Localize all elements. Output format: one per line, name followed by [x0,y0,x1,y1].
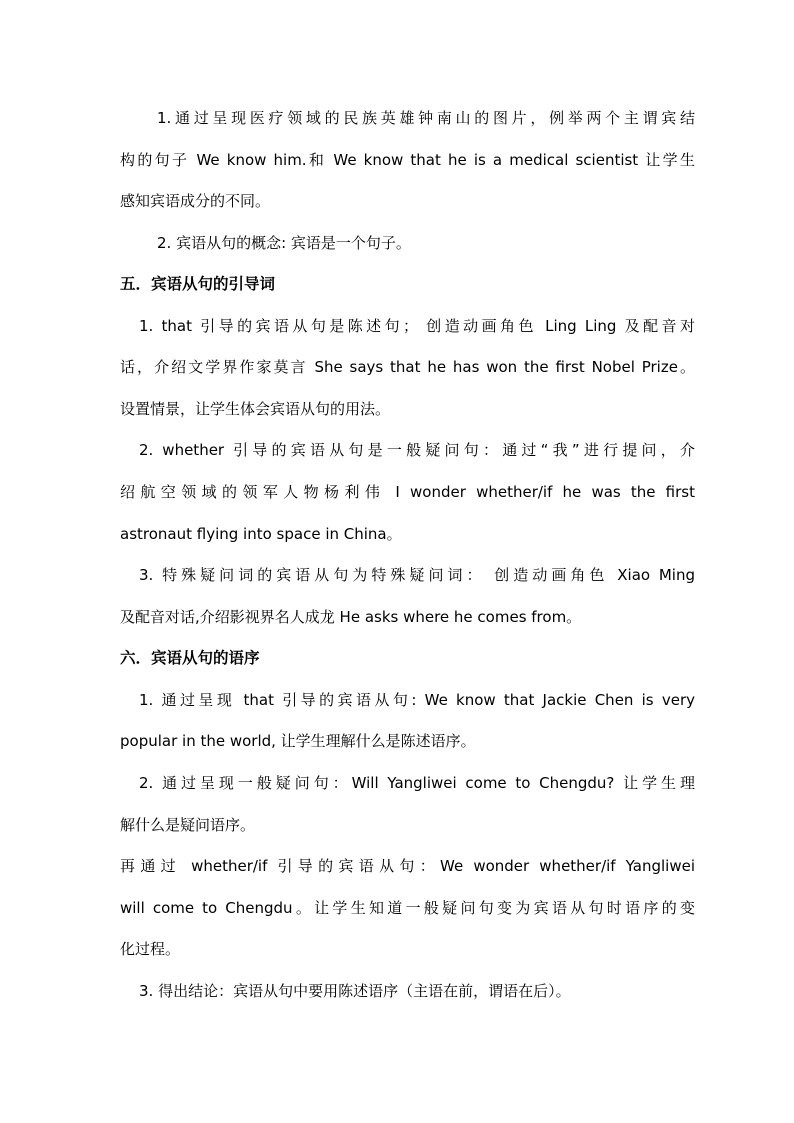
paragraph-line: 2. 通过呈现一般疑问句：Will Yangliwei come to Chengdu? 让学生理 [139,774,695,792]
section-heading-six: 六．宾语从句的语序 [120,649,260,667]
paragraph-line: will come to Chengdu。让学生知道一般疑问句变为宾语从句时语序的变 [120,899,695,917]
section-heading-five: 五．宾语从句的引导词 [120,275,276,293]
paragraph-line: 1.通过呈现医疗领域的民族英雄钟南山的图片，例举两个主谓宾结 [157,109,695,127]
paragraph-line: 3. 特殊疑问词的宾语从句为特殊疑问词： 创造动画角色 Xiao Ming [139,566,695,584]
paragraph-line: 话，介绍文学界作家莫言 She says that he has won the first Nobel Prize。 [120,358,695,376]
paragraph-line: 再通过 whether/if 引导的宾语从句：We wonder whether/if Yangliwei [120,857,695,875]
paragraph-line: astronaut flying into space in China。 [120,525,402,543]
paragraph-line: 1. 通过呈现 that 引导的宾语从句: We know that Jackie Chen is very [139,691,695,709]
paragraph-line: 1. that 引导的宾语从句是陈述句； 创造动画角色 Ling Ling 及配音对 [139,317,695,335]
paragraph-line: 及配音对话,介绍影视界名人成龙 He asks where he comes from。 [120,608,582,626]
paragraph-line: 解什么是疑问语序。 [120,816,256,834]
list-item: 2. 宾语从句的概念: 宾语是一个句子。 [157,234,411,252]
paragraph-line: 构的句子 We know him.和 We know that he is a medical scientist 让学生 [120,151,695,169]
paragraph-line: 绍航空领域的领军人物杨利伟 I wonder whether/if he was the first [120,483,695,501]
paragraph-line: 2. whether 引导的宾语从句是一般疑问句：通过“我”进行提问，介 [139,441,695,459]
paragraph-line: popular in the world, 让学生理解什么是陈述语序。 [120,732,476,750]
list-item: 3. 得出结论：宾语从句中要用陈述语序（主语在前，谓语在后）。 [139,982,571,1000]
paragraph-line: 设置情景，让学生体会宾语从句的用法。 [120,400,391,418]
paragraph-line: 化过程。 [120,940,181,958]
paragraph-line: 感知宾语成分的不同。 [120,192,271,210]
